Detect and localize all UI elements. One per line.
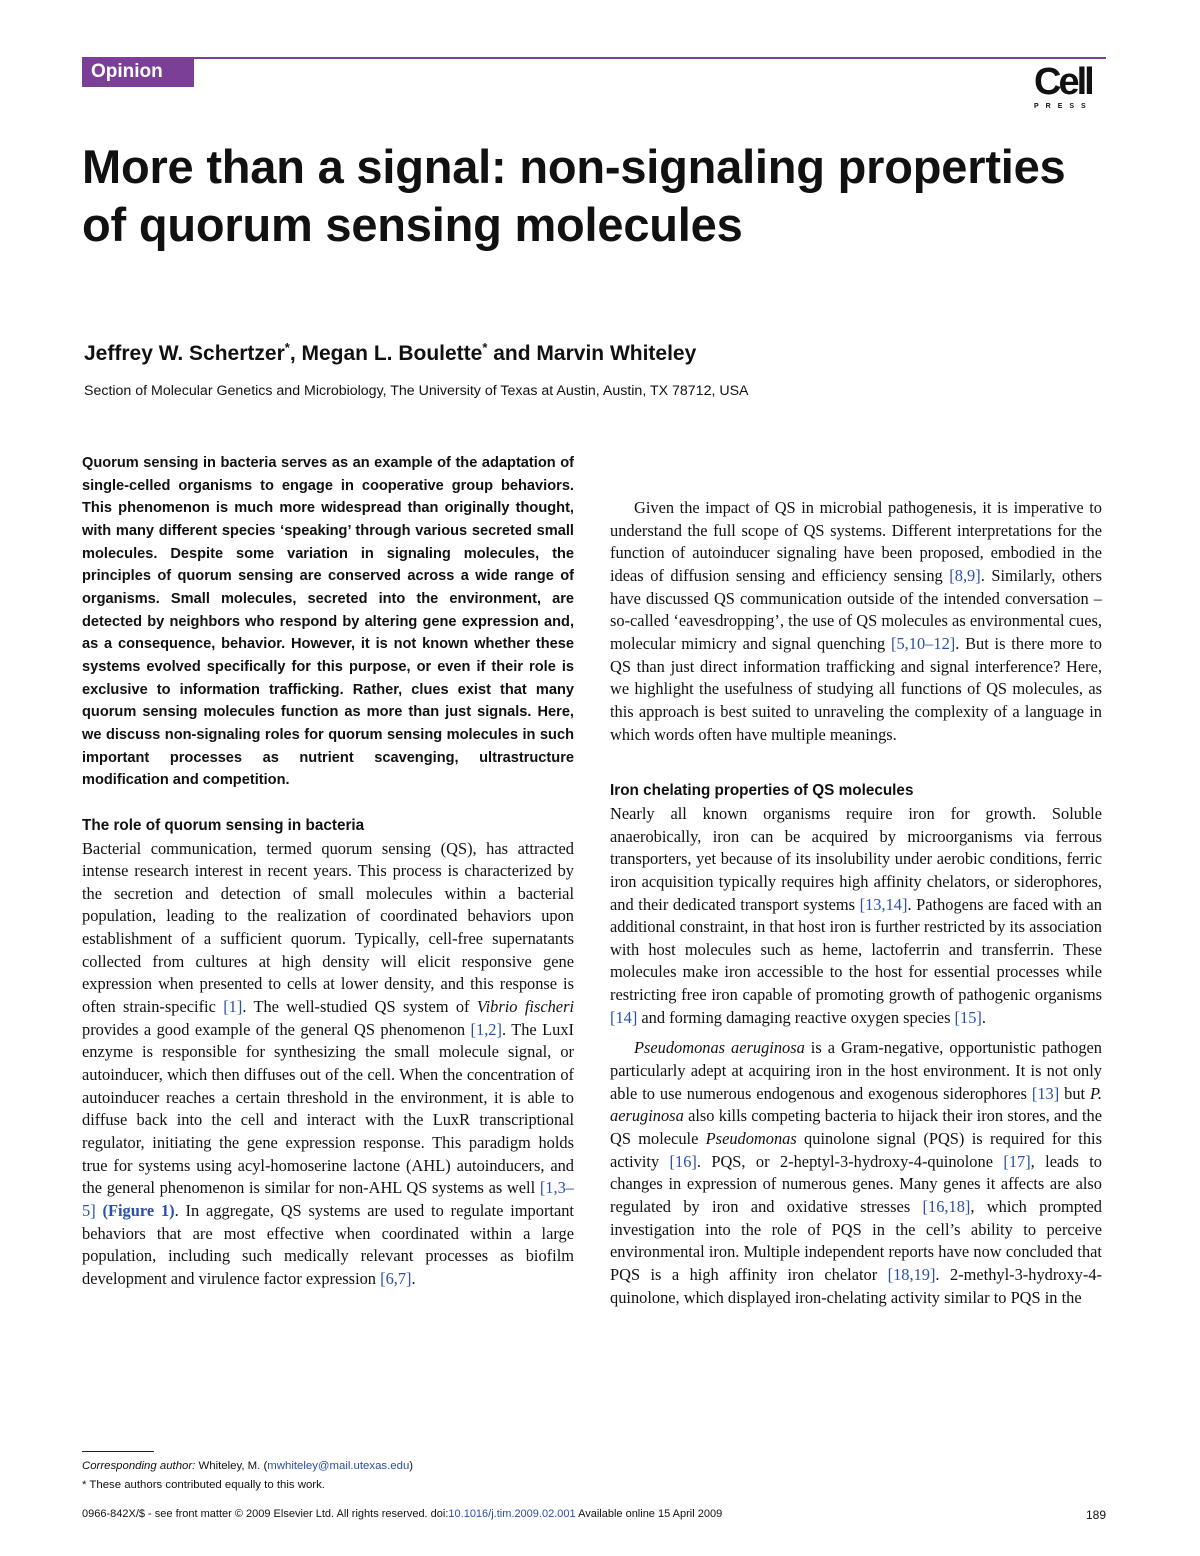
header-rule: [82, 57, 1106, 59]
affiliation: Section of Molecular Genetics and Microbiology, The University of Texas at Austin, Austin, TX 78712, USA: [84, 383, 749, 399]
section-heading: Iron chelating properties of QS molecules: [610, 782, 914, 800]
page-number: 189: [1085, 1508, 1106, 1522]
figure-link[interactable]: (Figure 1): [102, 1201, 175, 1220]
citation-link[interactable]: [16]: [669, 1151, 697, 1171]
author-separator: and: [487, 342, 537, 365]
doi-link[interactable]: 10.1016/j.tim.2009.02.001: [448, 1508, 576, 1520]
citation-link[interactable]: [6,7]: [380, 1268, 412, 1288]
publisher-logo: [1034, 63, 1106, 113]
equal-contribution-note: * These authors contributed equally to this work.: [82, 1479, 325, 1491]
paragraph: Given the impact of QS in microbial pathogenesis, it is imperative to understand the full scope of QS systems. Different interpretations for the function of autoinducer signaling have been proposed, embodied in the ideas of diffusion sensing and efficiency sensing [8,9]. Similarly, others have discussed QS communication outside of the intended conversation – so-called ‘eavesdropping’, the use of QS molecules as environmental cues, molecular mimicry and signal quenching [5,10–12]. But is there more to QS than just direct information trafficking and signal interference? Here, we highlight the usefulness of studying all functions of QS molecules, as this approach is best suited to unraveling the complexity of a language in which words often have multiple meanings.: [610, 498, 1102, 744]
citation-link[interactable]: [17]: [1003, 1151, 1031, 1171]
paragraph: Pseudomonas aeruginosa is a Gram-negative, opportunistic pathogen particularly adept at acquiring iron in the host environment. It is not only able to use numerous endogenous and exogenous siderophores [13] but P. aeruginosa also kills competing bacteria to hijack their iron stores, and the QS molecule Pseudomonas quinolone signal (PQS) is required for this activity [16]. PQS, or 2-heptyl-3-hydroxy-4-quinolone [17], leads to changes in expression of numerous genes. Many genes it affects are also regulated by iron and oxidative stresses [16,18], which prompted investigation into the role of PQS in the cell’s ability to perceive environmental iron. Multiple independent reports have now concluded that PQS is a high affinity iron chelator [18,19]. 2-methyl-3-hydroxy-4-quinolone, which displayed iron-chelating activity similar to PQS in the: [610, 1038, 1103, 1307]
citation-link[interactable]: [1,2]: [470, 1019, 502, 1039]
citation-link[interactable]: [13,14]: [859, 894, 908, 914]
footnotes: [82, 1457, 582, 1495]
email-link[interactable]: mwhiteley@mail.utexas.edu: [267, 1460, 410, 1472]
citation-link[interactable]: [18,19]: [887, 1265, 936, 1284]
article-title: More than a signal: non-signaling properties of quorum sensing molecules: [82, 140, 1066, 251]
section-heading: The role of quorum sensing in bacteria: [82, 816, 365, 834]
author-name: Megan L. Boulette: [301, 342, 483, 365]
page-footer: 0966-842X/$ - see front matter © 2009 Elsevier Ltd. All rights reserved. doi:10.1016/j.tim.2009.02.001 Available online 15 April 2009 189: [82, 1508, 1106, 1522]
equal-contribution-mark: *: [482, 340, 488, 355]
citation-link[interactable]: [5,10–12]: [891, 633, 956, 653]
logo-word: Cell: [1034, 61, 1092, 103]
citation-link[interactable]: [13]: [1031, 1083, 1060, 1103]
left-column: [82, 452, 574, 1291]
citation-link[interactable]: [1,3–5]: [82, 1178, 574, 1220]
citation-link[interactable]: [15]: [954, 1007, 982, 1027]
right-column: [610, 429, 1102, 1309]
author-separator: ,: [289, 342, 302, 365]
citation-link[interactable]: [14]: [610, 1007, 638, 1027]
citation-link[interactable]: [1]: [223, 997, 243, 1017]
equal-contribution-mark: *: [284, 340, 290, 355]
corresponding-author-note: Corresponding author: Whiteley, M. (mwhiteley@mail.utexas.edu): [82, 1460, 414, 1472]
footnote-rule: [82, 1451, 154, 1452]
author-name: Marvin Whiteley: [536, 342, 697, 365]
section-label: Opinion: [82, 57, 194, 87]
citation-link[interactable]: [8,9]: [949, 565, 981, 585]
citation-link[interactable]: [16,18]: [922, 1197, 971, 1217]
logo-subtitle: PRESS: [1034, 103, 1093, 110]
author-list: [84, 340, 696, 366]
paragraph: Bacterial communication, termed quorum sensing (QS), has attracted intense research interest in recent years. This process is characterized by the secretion and detection of small molecules within a bacterial population, leading to the realization of coordinated behaviors upon establishment of a sufficient quorum. Typically, cell-free supernatants collected from cultures at high density will elicit responsive gene expression when presented to cells at lower density, and this response is often strain-specific [1]. The well-studied QS system of Vibrio fischeri provides a good example of the general QS phenomenon [1,2]. The LuxI enzyme is responsible for synthesizing the small molecule signal, or autoinducer, which then diffuses out of the cell. When the concentration of autoinducer reaches a certain threshold in the environment, it is able to diffuse back into the cell and interact with the LuxR transcriptional regulator, initiating the gene expression response. This paradigm holds true for systems using acyl-homoserine lactone (AHL) autoinducers, and the general phenomenon is similar for non-AHL QS systems as well [1,3–5] (Figure 1). In aggregate, QS systems are used to regulate important behaviors that are most effective when coordinated within a large population, including such medically relevant processes as biofilm development and virulence factor expression [6,7].: [82, 838, 575, 1288]
author-name: Jeffrey W. Schertzer: [84, 342, 285, 365]
paragraph: Nearly all known organisms require iron for growth. Soluble anaerobically, iron can be acquired by microorganisms via ferrous transporters, yet because of its insolubility under aerobic conditions, ferric iron acquisition typically requires high affinity chelators, or siderophores, and their dedicated transport systems [13,14]. Pathogens are faced with an additional constraint, in that host iron is further restricted by its association with host molecules such as heme, lactoferrin and transferrin. These molecules make iron accessible to the host for essential processes while restricting free iron capable of promoting growth of pathogenic organisms [14] and forming damaging reactive oxygen species [15].: [610, 803, 1103, 1027]
abstract: Quorum sensing in bacteria serves as an example of the adaptation of single-celled organisms to engage in cooperative group behaviors. This phenomenon is much more widespread than originally thought, with many different species ‘speaking’ through various secreted small molecules. Despite some variation in signaling molecules, the principles of quorum sensing are conserved across a wide range of organisms. Small molecules, secreted into the environment, are detected by neighbors who respond by altering gene expression and, as a consequence, behavior. However, it is not known whether these systems evolved specifically for this purpose, or even if their role is exclusive to information trafficking. Rather, clues exist that many quorum sensing molecules function as more than just signals. Here, we discuss non-signaling roles for quorum sensing molecules in such important processes as nutrient scavenging, ultrastructure modification and competition.: [82, 455, 574, 789]
